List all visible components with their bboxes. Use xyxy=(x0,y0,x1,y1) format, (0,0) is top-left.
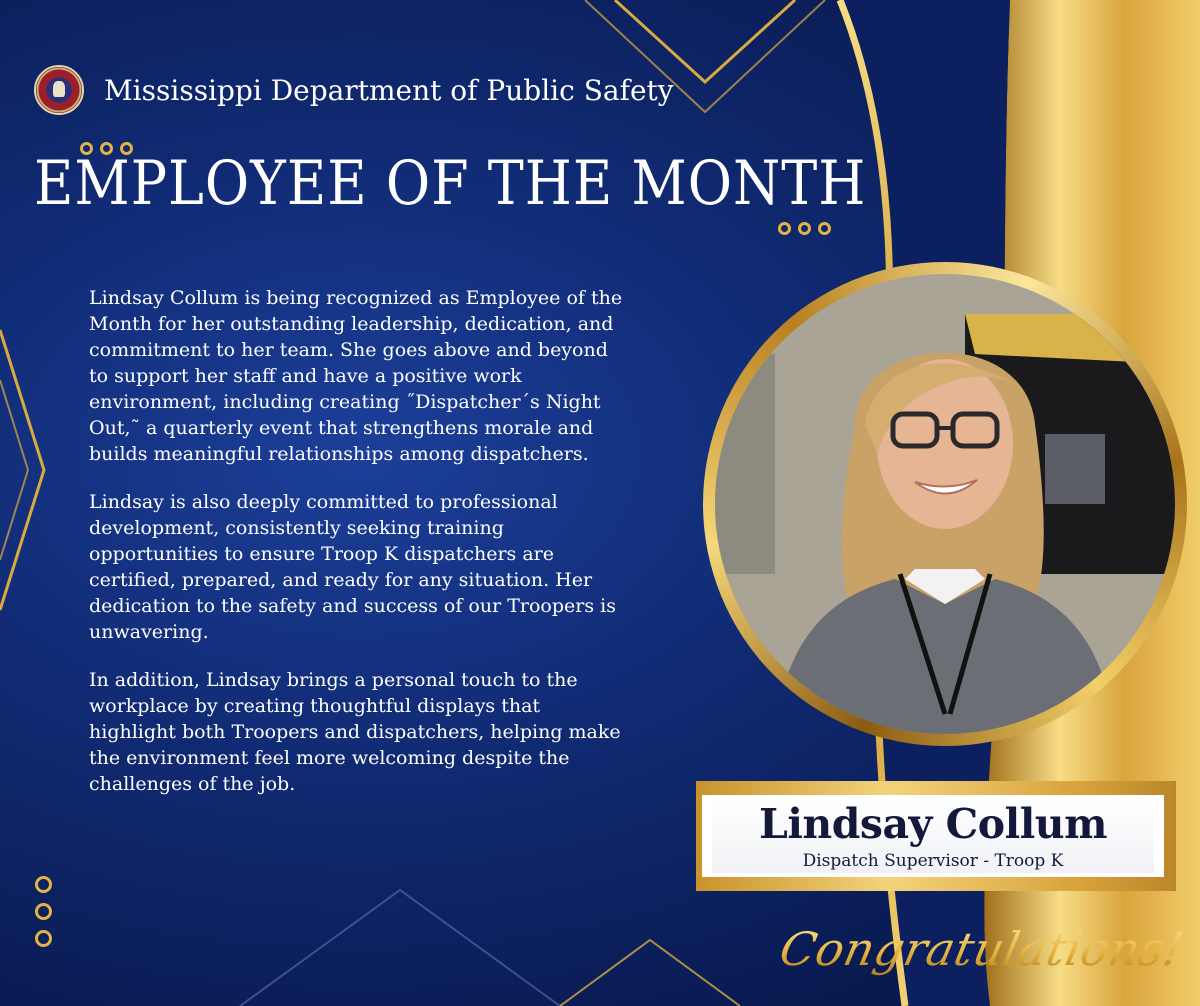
decorative-circle-icon xyxy=(818,222,831,235)
decorative-dots-bottom xyxy=(35,876,52,947)
honoree-role: Dispatch Supervisor - Troop K xyxy=(802,851,1064,871)
decorative-circle-icon xyxy=(798,222,811,235)
description-paragraph-3: In addition, Lindsay brings a personal touch to the workplace by creating thoughtful displays that highlight both Troopers and dispatchers, helping make the environment feel more welcoming despite the challenges of the job. xyxy=(89,669,621,795)
honoree-photo xyxy=(715,274,1175,734)
organization-header xyxy=(34,64,674,116)
description-paragraph-1: Lindsay Collum is being recognized as Employee of the Month for her outstanding leadership, dedication, and commitment to her team. She goes above and beyond to support her staff and have a positive work environment, including creating ˝Dispatcher´s Night Out,˜ a quarterly event that strengthens morale and builds meaningful relationships among dispatchers. xyxy=(89,287,623,465)
page-title: EMPLOYEE OF THE MONTH xyxy=(34,148,867,219)
decorative-circle-icon xyxy=(35,876,52,893)
decorative-circle-icon xyxy=(35,903,52,920)
description-paragraph-2: Lindsay is also deeply committed to professional development, consistently seeking training opportunities to ensure Troop K dispatchers are certified, prepared, and ready for any situation. Her dedication to the safety and success of our Troopers is unwavering. xyxy=(89,491,616,643)
organization-name: Mississippi Department of Public Safety xyxy=(104,73,674,107)
honoree-photo-frame xyxy=(703,262,1187,746)
honoree-name: Lindsay Collum xyxy=(759,800,1107,848)
seal-icon xyxy=(34,65,84,115)
decorative-circle-icon xyxy=(778,222,791,235)
description xyxy=(89,285,629,819)
decorative-circle-icon xyxy=(35,930,52,947)
congratulations-text: Congratulations! xyxy=(775,922,1189,976)
decorative-dots-right xyxy=(778,222,831,235)
